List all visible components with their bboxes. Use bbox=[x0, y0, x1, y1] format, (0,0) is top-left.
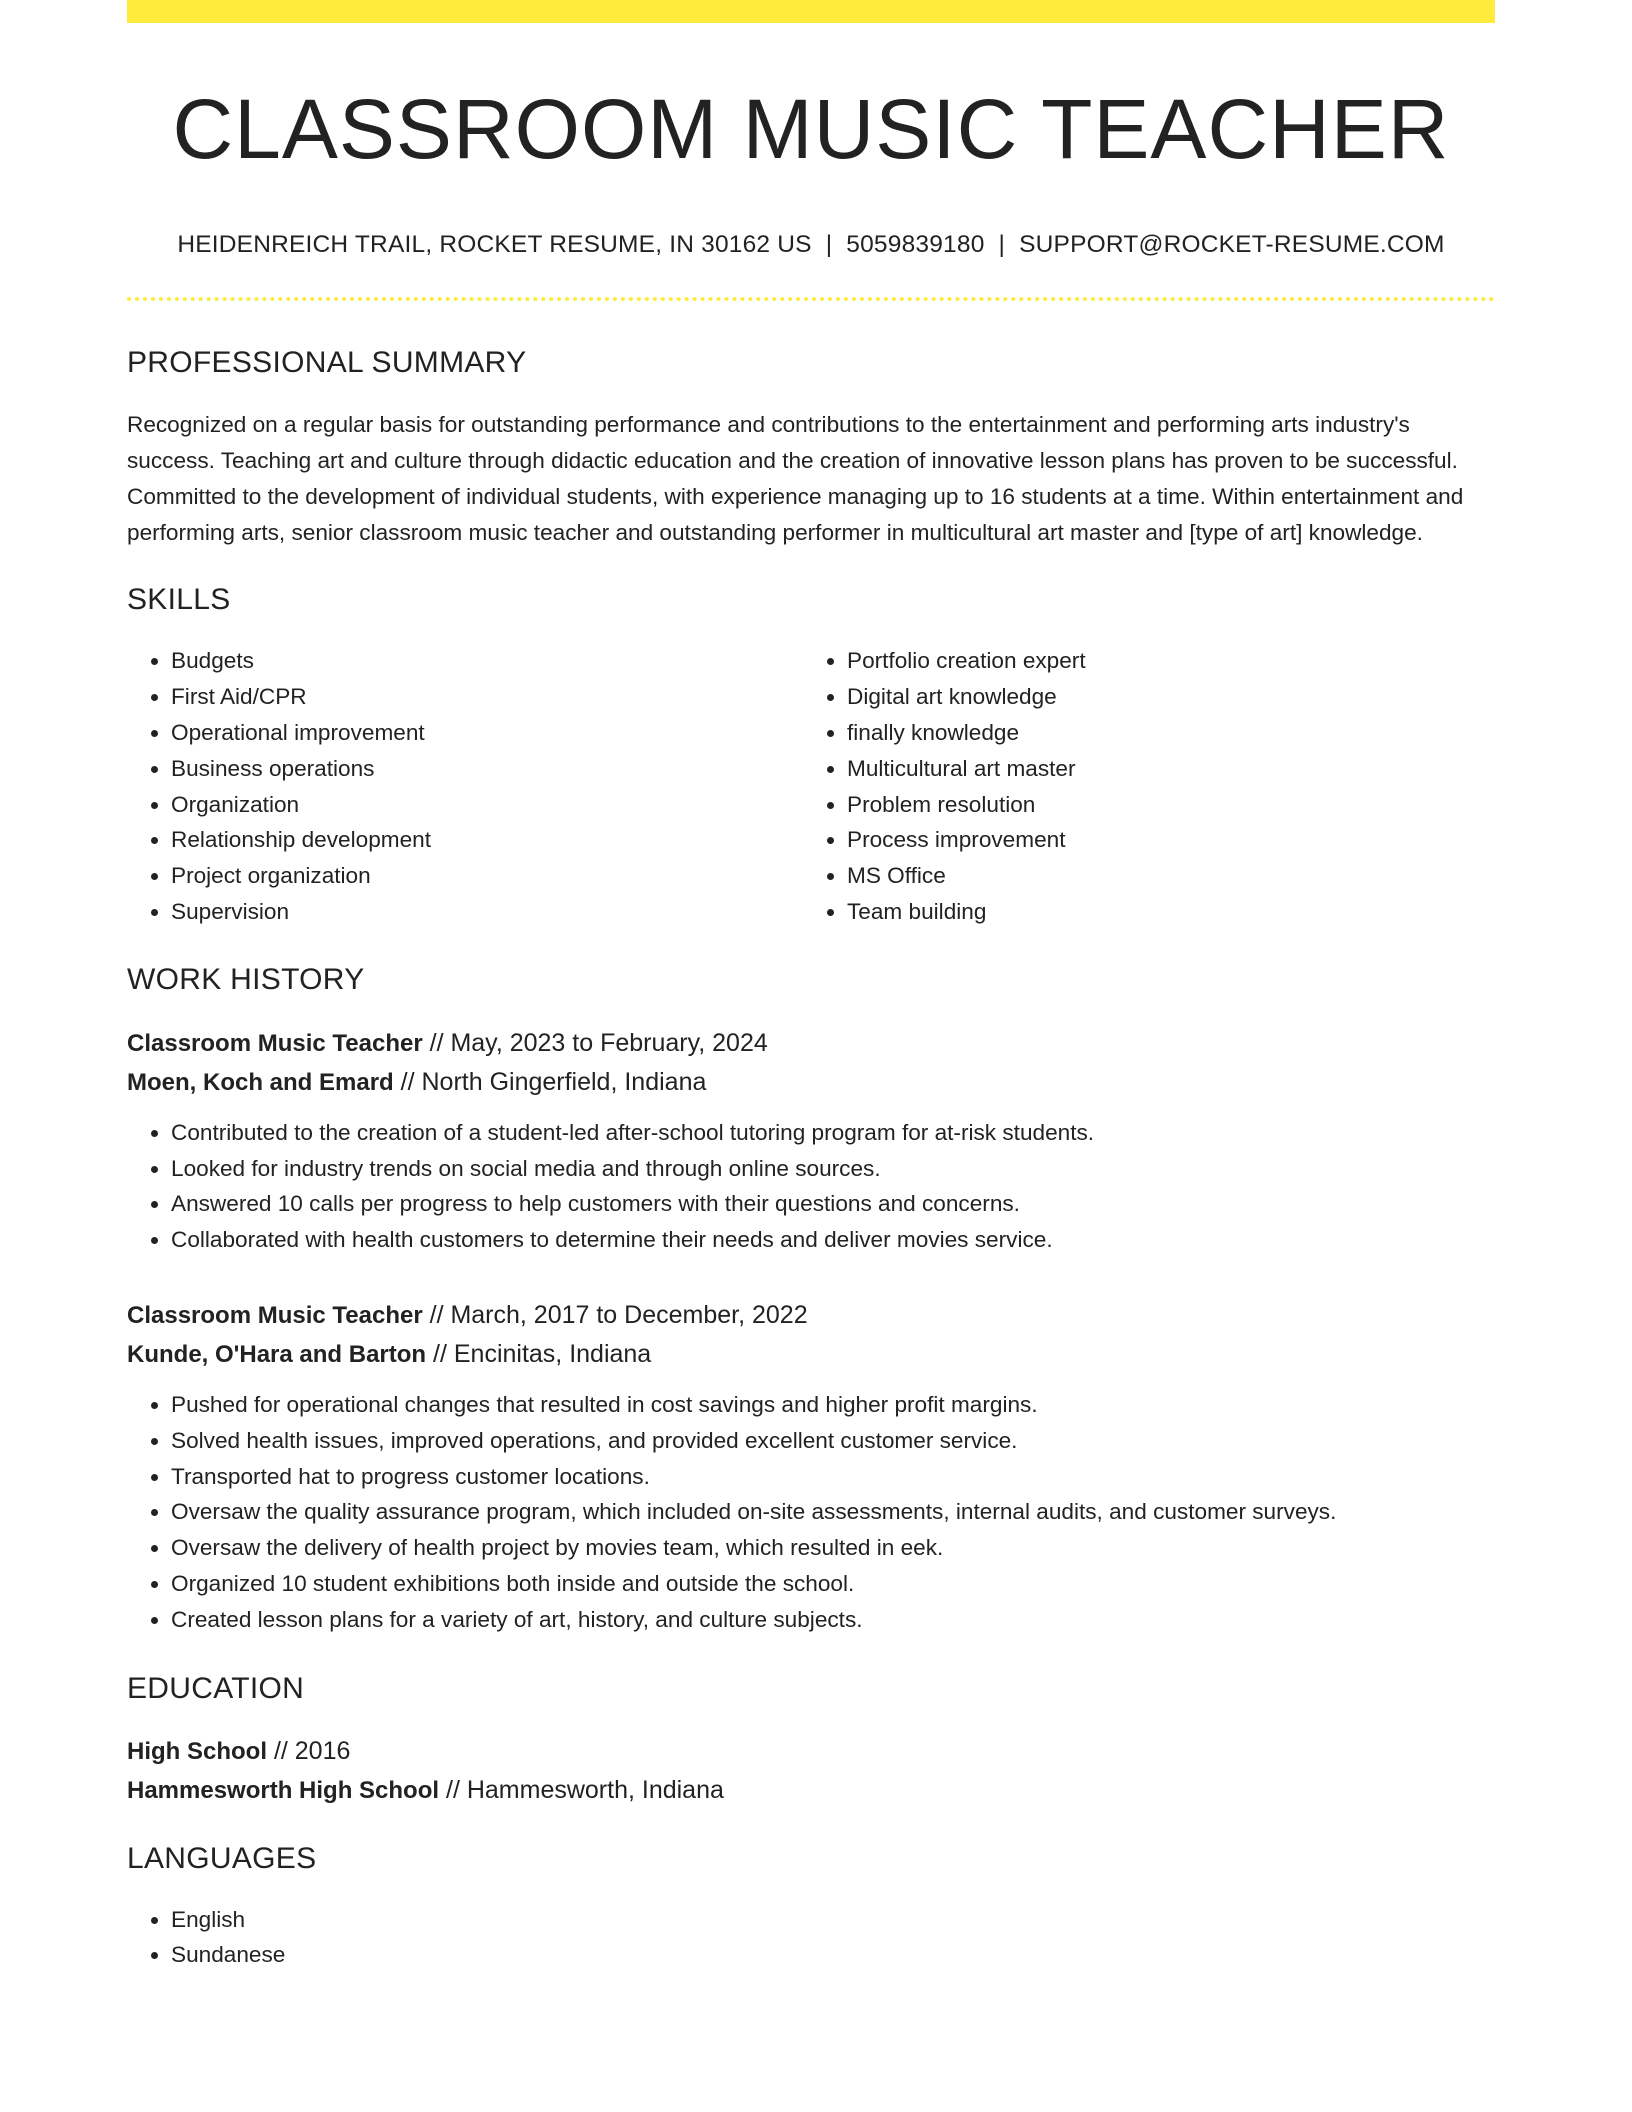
contact-phone: 5059839180 bbox=[846, 231, 985, 259]
job-company-line bbox=[127, 1063, 1495, 1102]
job-company: Kunde, O'Hara and Barton bbox=[127, 1340, 427, 1368]
skill-item: • Organization bbox=[171, 787, 799, 823]
skill-item: • MS Office bbox=[847, 858, 1471, 894]
contact-email: SUPPORT@ROCKET-RESUME.COM bbox=[1019, 231, 1445, 259]
job-title-line bbox=[127, 1296, 1495, 1335]
job-location: // Encinitas, Indiana bbox=[426, 1339, 652, 1368]
education-location: // Hammesworth, Indiana bbox=[439, 1775, 724, 1804]
skill-item: • Business operations bbox=[171, 751, 799, 787]
work-history-heading: WORK HISTORY bbox=[127, 962, 365, 996]
contact-line bbox=[127, 231, 1495, 259]
duty-item: • Oversaw the quality assurance program, which included on-site assessments, internal audits, and customer surveys. bbox=[171, 1494, 1495, 1530]
job-duties bbox=[127, 1387, 1495, 1638]
duty-item: • Collaborated with health customers to determine their needs and deliver movies service. bbox=[171, 1222, 1495, 1258]
skill-item: • Budgets bbox=[171, 643, 799, 679]
education-heading: EDUCATION bbox=[127, 1671, 305, 1705]
education-school-line bbox=[127, 1771, 1495, 1810]
skill-item: • Portfolio creation expert bbox=[847, 643, 1471, 679]
skills-columns bbox=[127, 643, 1495, 929]
duty-item: • Pushed for operational changes that resulted in cost savings and higher profit margins. bbox=[171, 1387, 1495, 1423]
contact-separator: | bbox=[998, 231, 1006, 259]
languages-heading: LANGUAGES bbox=[127, 1841, 317, 1875]
skill-item: • Operational improvement bbox=[171, 715, 799, 751]
duty-item: • Created lesson plans for a variety of art, history, and culture subjects. bbox=[171, 1602, 1495, 1638]
contact-separator: | bbox=[825, 231, 833, 259]
skill-item: • Team building bbox=[847, 894, 1471, 930]
skills-heading: SKILLS bbox=[127, 583, 231, 617]
duty-item: • Looked for industry trends on social media and through online sources. bbox=[171, 1151, 1495, 1187]
language-item: • English bbox=[171, 1902, 1495, 1938]
contact-address: HEIDENREICH TRAIL, ROCKET RESUME, IN 30162 US bbox=[177, 231, 812, 259]
skill-item: • Problem resolution bbox=[847, 787, 1471, 823]
job-dates: // May, 2023 to February, 2024 bbox=[422, 1028, 768, 1057]
skill-item: • First Aid/CPR bbox=[171, 679, 799, 715]
duty-item: • Transported hat to progress customer locations. bbox=[171, 1459, 1495, 1495]
language-item: • Sundanese bbox=[171, 1937, 1495, 1973]
duty-item: • Oversaw the delivery of health project by movies team, which resulted in eek. bbox=[171, 1530, 1495, 1566]
job-dates: // March, 2017 to December, 2022 bbox=[422, 1300, 808, 1329]
skill-item: • Digital art knowledge bbox=[847, 679, 1471, 715]
skill-item: • Multicultural art master bbox=[847, 751, 1471, 787]
skill-item: • Process improvement bbox=[847, 822, 1471, 858]
skills-list-right bbox=[799, 643, 1471, 929]
job-role: Classroom Music Teacher bbox=[127, 1301, 423, 1329]
duty-item: • Answered 10 calls per progress to help customers with their questions and concerns. bbox=[171, 1186, 1495, 1222]
job-location: // North Gingerfield, Indiana bbox=[393, 1067, 707, 1096]
summary-text: Recognized on a regular basis for outstanding performance and contributions to the entertainment and performing arts industry's success. Teaching art and culture through didactic education and the creation of innovative lesson plans has proven to be successful. Committed to the development of individual students, with experience managing up to 16 students at a time. Within entertainment and performing arts, senior classroom music teacher and outstanding performer in multicultural art master and [type of art] knowledge. bbox=[127, 412, 1464, 545]
education-school: Hammesworth High School bbox=[127, 1776, 440, 1804]
education-year: // 2016 bbox=[267, 1736, 351, 1765]
job-role: Classroom Music Teacher bbox=[127, 1029, 423, 1057]
skill-item: • Project organization bbox=[171, 858, 799, 894]
skills-list-left bbox=[127, 643, 799, 929]
job-duties bbox=[127, 1115, 1495, 1258]
accent-top-bar bbox=[127, 0, 1495, 23]
job-company-line bbox=[127, 1335, 1495, 1374]
dotted-divider bbox=[127, 297, 1495, 301]
summary-heading: PROFESSIONAL SUMMARY bbox=[127, 346, 527, 380]
education-degree-line bbox=[127, 1732, 1495, 1771]
job-company: Moen, Koch and Emard bbox=[127, 1068, 394, 1096]
languages-list bbox=[127, 1902, 1495, 1974]
skill-item: • finally knowledge bbox=[847, 715, 1471, 751]
duty-item: • Contributed to the creation of a student-led after-school tutoring program for at-risk students. bbox=[171, 1115, 1495, 1151]
duty-item: • Organized 10 student exhibitions both inside and outside the school. bbox=[171, 1566, 1495, 1602]
duty-item: • Solved health issues, improved operations, and provided excellent customer service. bbox=[171, 1423, 1495, 1459]
education-entry bbox=[127, 1732, 1495, 1810]
skill-item: • Relationship development bbox=[171, 822, 799, 858]
skill-item: • Supervision bbox=[171, 894, 799, 930]
education-degree: High School bbox=[127, 1737, 267, 1765]
resume-page bbox=[127, 0, 1495, 1973]
job-title-line bbox=[127, 1024, 1495, 1063]
candidate-name: CLASSROOM MUSIC TEACHER bbox=[172, 82, 1450, 176]
job-entry bbox=[127, 1296, 1495, 1638]
job-entry bbox=[127, 1024, 1495, 1258]
